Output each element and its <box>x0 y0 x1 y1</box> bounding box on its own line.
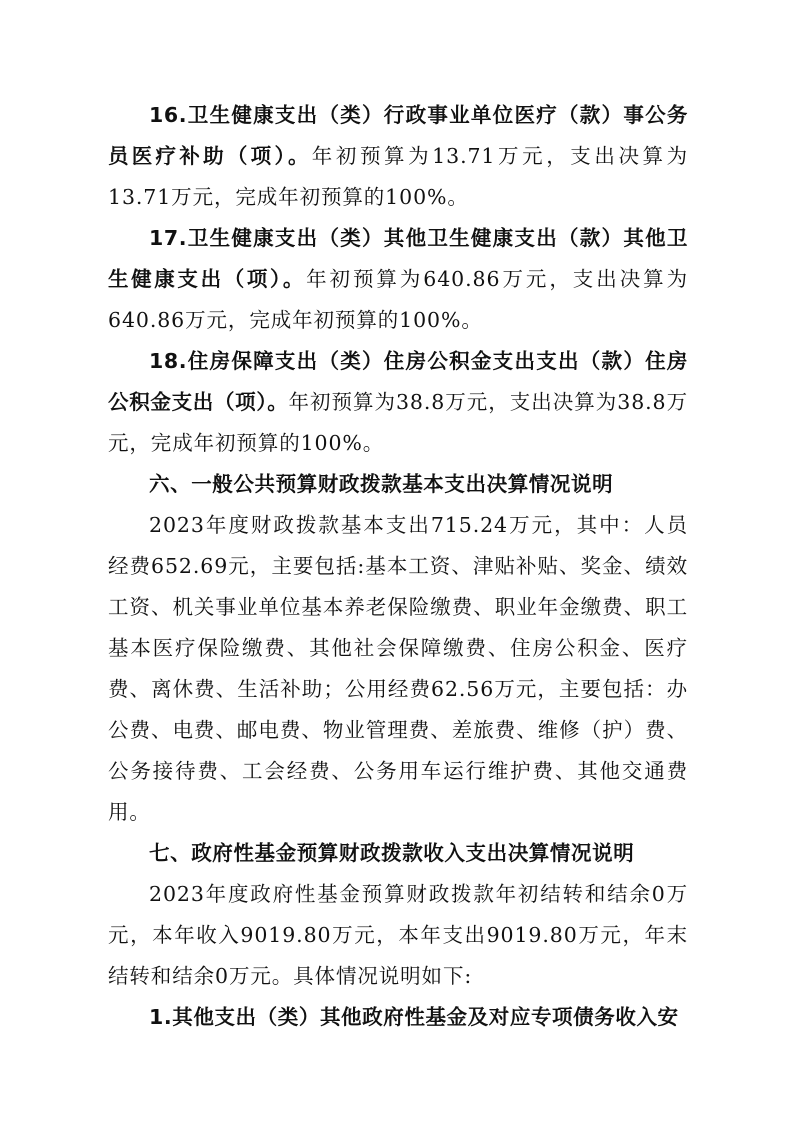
document-page <box>108 95 688 1038</box>
item-17-title: 17.卫生健康支出（类）其他卫生健康支出（款）其他卫生健康支出（项）。 <box>108 226 688 291</box>
section-6-heading: 六、一般公共预算财政拨款基本支出决算情况说明 <box>149 472 614 496</box>
item-16-title: 16.卫生健康支出（类）行政事业单位医疗（款）事公务员医疗补助（项）。 <box>108 103 688 168</box>
item-1-title: 1.其他支出（类）其他政府性基金及对应专项债务收入安 <box>149 1005 679 1029</box>
item-18-title: 18.住房保障支出（类）住房公积金支出支出（款）住房公积金支出（项）。 <box>108 349 688 414</box>
item-18-paragraph <box>108 341 688 464</box>
item-17-paragraph <box>108 218 688 341</box>
section-7-body: 2023年度政府性基金预算财政拨款年初结转和结余0万元，本年收入9019.80万元，本年支出9019.80万元，年末结转和结余0万元。具体情况说明如下: <box>108 882 688 988</box>
item-18-body: 年初预算为38.8万元，支出决算为38.8万元，完成年初预算的100%。 <box>108 390 688 455</box>
section-6-body: 2023年度财政拨款基本支出715.24万元，其中：人员经费652.69元，主要包括:基本工资、津贴补贴、奖金、绩效工资、机关事业单位基本养老保险缴费、职业年金缴费、职工基本医疗保险缴费、其他社会保障缴费、住房公积金、医疗费、离休费、生活补助；公用经费62.56万元，主要包括：办公费、电费、邮电费、物业管理费、差旅费、维修（护）费、公务接待费、工会经费、公务用车运行维护费、其他交通费用。 <box>108 513 688 824</box>
section-7-heading: 七、政府性基金预算财政拨款收入支出决算情况说明 <box>149 841 635 865</box>
item-1-paragraph <box>108 997 688 1038</box>
item-17-body: 年初预算为640.86万元，支出决算为640.86万元，完成年初预算的100%。 <box>108 267 688 332</box>
item-16-body: 年初预算为13.71万元，支出决算为13.71万元，完成年初预算的100%。 <box>108 144 689 209</box>
item-16-paragraph <box>108 95 688 218</box>
